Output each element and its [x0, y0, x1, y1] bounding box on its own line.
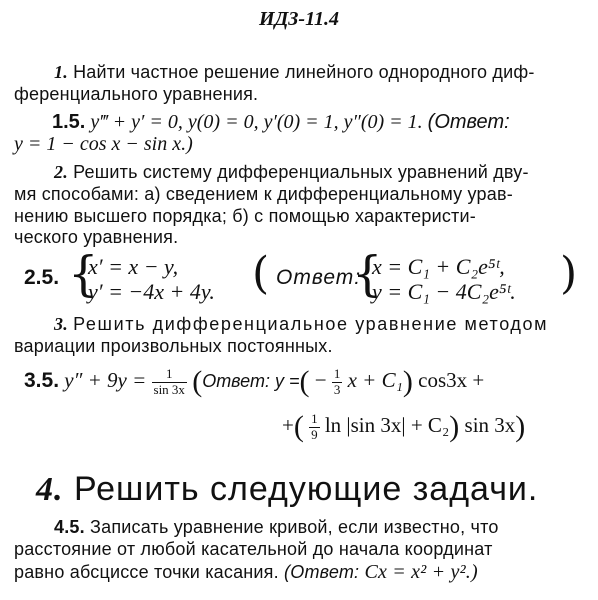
task1-text-1: Найти частное решение линейного однородного диф-: [73, 62, 535, 82]
ex45-line1: [54, 517, 499, 538]
task3-number: 3.: [54, 314, 68, 334]
task3-line2: вариации произвольных постоянных.: [14, 336, 333, 356]
task3-text-1: Решить дифференциальное уравнение методом: [73, 314, 549, 334]
task2-line3: нению высшего порядка; б) с помощью характеристи-: [14, 206, 476, 226]
task2-number: 2.: [54, 162, 68, 182]
task2-line1: [54, 162, 529, 183]
task2-line2: мя способами: а) сведением к дифференциальному урав-: [14, 184, 513, 204]
ex35-answer-prefix: Ответ: y =: [202, 370, 300, 391]
answer-brace: {: [352, 246, 383, 302]
ex35-label: 3.5.: [24, 368, 60, 392]
ex25-ans2: y = C₁ − 4C₂e⁵ᵗ.: [372, 279, 516, 304]
exercise-3-5: 3.5. y″ + 9y = $\frac{1}{\sin 3x}$ (Ответ: y =( − $\frac{1}{3}$ x + C₁) cos3x +: [24, 365, 485, 398]
page-title: ИДЗ-11.4: [259, 8, 339, 30]
ex35-minus: −: [314, 367, 327, 392]
fraction-denominator: sin 3x: [153, 381, 185, 397]
task1-line2: ференциального уравнения.: [14, 84, 259, 104]
fraction-numerator: 1: [311, 411, 318, 427]
ex35-fraction-1-3: [332, 367, 343, 397]
task4-heading: [36, 470, 538, 509]
ex35-lhs: y″ + 9y =: [64, 367, 147, 392]
task2-line4: ческого уравнения.: [14, 227, 179, 247]
task2-text-1: Решить систему дифференциальных уравнений дву-: [73, 162, 529, 182]
ex25-eq2: y′ = −4x + 4y.: [88, 279, 215, 304]
ex35-fraction: [152, 367, 187, 397]
task4-text: Решить следующие задачи.: [73, 470, 539, 508]
task3-line1: [54, 314, 548, 335]
close-paren: ): [560, 248, 578, 299]
ex45-label: 4.5.: [54, 517, 85, 537]
ex25-eq1: x′ = x − y,: [88, 254, 179, 279]
ex35-sin-term: sin 3x: [464, 412, 516, 437]
left-brace: {: [68, 246, 99, 302]
ex35-term1: x + C₁: [347, 367, 403, 392]
ex45-answer-prefix: (Ответ:: [284, 562, 360, 582]
ex45-text-1: Записать уравнение кривой, если известно, что: [90, 517, 499, 537]
ex15-answer: y = 1 − cos x − sin x.): [14, 133, 193, 155]
ex45-answer: Cx = x² + y².): [364, 561, 478, 583]
task4-number: 4.: [36, 471, 64, 508]
fraction-numerator: 1: [333, 366, 341, 382]
ex15-answer-prefix: (Ответ:: [427, 111, 510, 133]
ex25-ans1: x = C₁ + C₂e⁵ᵗ,: [372, 254, 505, 279]
ex25-label: 2.5.: [24, 266, 60, 289]
task1-number: 1.: [54, 62, 68, 82]
ex35-ln-term: ln |sin 3x| + C₂: [324, 412, 450, 437]
fraction-denominator: 3: [333, 381, 341, 397]
ex35-fraction-1-9: [309, 412, 320, 442]
ex35-cos-term: cos3x +: [418, 367, 485, 392]
task1-line1: [54, 62, 535, 83]
exercise-3-5-cont: +( $\frac{1}{9}$ ln |sin 3x| + C₂) sin 3x): [282, 410, 526, 443]
ex45-line2: расстояние от любой касательной до начала координат: [14, 539, 493, 559]
ex45-text-3: равно абсциссе точки касания.: [14, 562, 279, 582]
open-paren: (: [252, 248, 270, 299]
ex15-equation: y‴ + y′ = 0, y(0) = 0, y′(0) = 1, y″(0) = 1.: [90, 111, 423, 133]
ex25-answer-prefix: Ответ:: [276, 266, 362, 289]
fraction-denominator: 9: [311, 426, 318, 442]
ex45-line3: [14, 561, 478, 584]
fraction-numerator: 1: [152, 367, 187, 382]
exercise-1-5: [52, 111, 510, 134]
ex15-label: 1.5.: [52, 111, 86, 133]
